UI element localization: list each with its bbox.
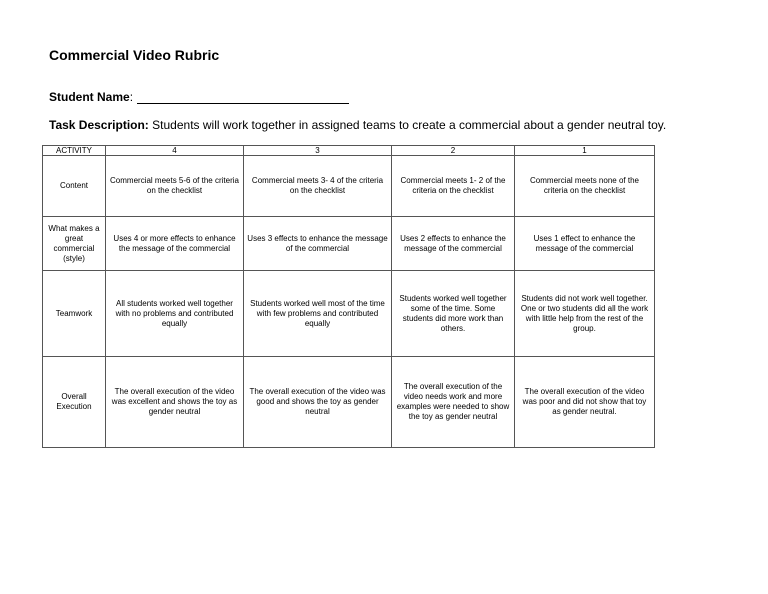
- criteria-cell: The overall execution of the video was good and shows the toy as gender neutral: [244, 357, 392, 448]
- criteria-cell: Commercial meets 1- 2 of the criteria on the checklist: [392, 156, 515, 217]
- table-row: [43, 357, 655, 448]
- task-description: [49, 118, 666, 132]
- criteria-cell: Students did not work well together. One or two students did all the work with little help from the rest of the group.: [515, 271, 655, 357]
- activity-cell: Teamwork: [43, 271, 106, 357]
- criteria-cell: The overall execution of the video was excellent and shows the toy as gender neutral: [106, 357, 244, 448]
- header-activity: ACTIVITY: [43, 146, 106, 156]
- criteria-cell: Students worked well together some of the time. Some students did more work than others.: [392, 271, 515, 357]
- header-score-4: 4: [106, 146, 244, 156]
- criteria-cell: Uses 2 effects to enhance the message of the commercial: [392, 217, 515, 271]
- task-description-text: Students will work together in assigned teams to create a commercial about a gender neutral toy.: [152, 118, 667, 132]
- criteria-cell: All students worked well together with no problems and contributed equally: [106, 271, 244, 357]
- criteria-cell: Commercial meets 3- 4 of the criteria on the checklist: [244, 156, 392, 217]
- criteria-cell: Uses 1 effect to enhance the message of the commercial: [515, 217, 655, 271]
- header-score-3: 3: [244, 146, 392, 156]
- criteria-cell: Commercial meets 5-6 of the criteria on the checklist: [106, 156, 244, 217]
- header-score-1: 1: [515, 146, 655, 156]
- activity-cell: Overall Execution: [43, 357, 106, 448]
- rubric-header-row: [43, 146, 655, 156]
- rubric-table: [42, 145, 655, 448]
- criteria-cell: Students worked well most of the time with few problems and contributed equally: [244, 271, 392, 357]
- criteria-cell: Uses 3 effects to enhance the message of the commercial: [244, 217, 392, 271]
- criteria-cell: The overall execution of the video was poor and did not show that toy as gender neutral.: [515, 357, 655, 448]
- student-name-field: [49, 90, 349, 104]
- task-description-label: Task Description:: [49, 118, 149, 132]
- student-name-label: Student Name: [49, 90, 130, 104]
- student-name-colon: :: [129, 90, 134, 104]
- activity-cell: Content: [43, 156, 106, 217]
- table-row: [43, 217, 655, 271]
- table-row: [43, 156, 655, 217]
- student-name-blank[interactable]: [137, 90, 349, 104]
- header-score-2: 2: [392, 146, 515, 156]
- table-row: [43, 271, 655, 357]
- criteria-cell: Commercial meets none of the criteria on the checklist: [515, 156, 655, 217]
- activity-cell: What makes a great commercial (style): [43, 217, 106, 271]
- criteria-cell: The overall execution of the video needs work and more examples were needed to show the toy as gender neutral: [392, 357, 515, 448]
- document-title: Commercial Video Rubric: [49, 47, 220, 63]
- criteria-cell: Uses 4 or more effects to enhance the message of the commercial: [106, 217, 244, 271]
